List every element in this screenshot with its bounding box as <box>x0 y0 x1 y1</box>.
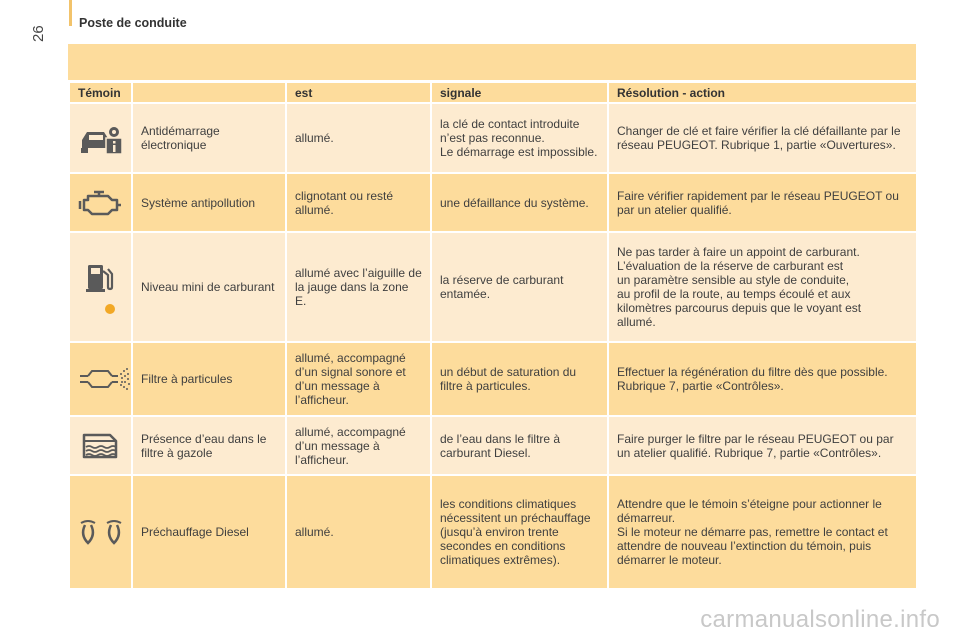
warning-action: Effectuer la régénération du filtre dès que possible. Rubrique 7, partie «Contrôles». <box>609 343 916 415</box>
table-row <box>70 233 916 341</box>
header-signale: signale <box>432 83 607 102</box>
immobiliser-icon <box>78 120 124 156</box>
warning-action: Faire purger le filtre par le réseau PEUGEOT ou par un atelier qualifié. Rubrique 7, partie «Contrôles». <box>609 417 916 474</box>
table-row <box>70 174 916 231</box>
header-est: est <box>287 83 430 102</box>
icon-cell <box>70 233 131 341</box>
warning-meaning: une défaillance du système. <box>432 174 607 231</box>
warning-meaning: la clé de contact introduite n’est pas reconnue. Le démarrage est impossible. <box>432 104 607 172</box>
warning-action: Ne pas tarder à faire un appoint de carburant. L’évaluation de la réserve de carburant est un paramètre sensible au style de conduite, au profil de la route, au temps écoulé et aux kilomètres parcourus depuis que le voyant est allumé. <box>609 233 916 341</box>
icon-cell <box>70 476 131 588</box>
table-row <box>70 476 916 588</box>
icon-cell <box>70 343 131 415</box>
watermark-text: carmanualsonline.info <box>700 606 940 633</box>
warning-meaning: de l’eau dans le filtre à carburant Diesel. <box>432 417 607 474</box>
warning-name: Niveau mini de carburant <box>133 233 285 341</box>
warning-action: Attendre que le témoin s’éteigne pour actionner le démarreur. Si le moteur ne démarre pas, remettre le contact et attendre de nouveau l’extinction du témoin, puis démarrer le moteur. <box>609 476 916 588</box>
icon-cell <box>70 104 131 172</box>
header-name <box>133 83 285 102</box>
warning-name: Antidémarrage électronique <box>133 104 285 172</box>
warning-meaning: les conditions climatiques nécessitent un préchauffage (jusqu’à environ trente secondes en conditions climatiques extrêmes). <box>432 476 607 588</box>
warning-name: Préchauffage Diesel <box>133 476 285 588</box>
side-accent-bar <box>69 0 72 26</box>
page-number: 26 <box>30 25 47 42</box>
header-temoin: Témoin <box>70 83 131 102</box>
fuel-pump-icon <box>78 257 124 317</box>
warning-state: allumé, accompagné d’un message à l’afficheur. <box>287 417 430 474</box>
table-header-row <box>70 83 916 102</box>
warning-action: Changer de clé et faire vérifier la clé défaillante par le réseau PEUGEOT. Rubrique 1, partie «Ouvertures». <box>609 104 916 172</box>
warning-state: allumé. <box>287 476 430 588</box>
warning-meaning: la réserve de carburant entamée. <box>432 233 607 341</box>
glow-plug-icon <box>78 517 124 547</box>
particle-filter-icon <box>78 364 132 394</box>
warning-state: allumé avec l’aiguille de la jauge dans la zone E. <box>287 233 430 341</box>
table-row <box>70 104 916 172</box>
warning-state: clignotant ou resté allumé. <box>287 174 430 231</box>
warning-name: Système antipollution <box>133 174 285 231</box>
engine-check-icon <box>78 186 124 220</box>
warning-lights-table <box>68 81 918 590</box>
warning-action: Faire vérifier rapidement par le réseau PEUGEOT ou par un atelier qualifié. <box>609 174 916 231</box>
icon-cell <box>70 417 131 474</box>
warning-name: Présence d’eau dans le filtre à gazole <box>133 417 285 474</box>
warning-state: allumé. <box>287 104 430 172</box>
icon-cell <box>70 174 131 231</box>
table-top-band <box>68 44 916 80</box>
warning-meaning: un début de saturation du filtre à particules. <box>432 343 607 415</box>
warning-state: allumé, accompagné d’un signal sonore et d’un message à l’afficheur. <box>287 343 430 415</box>
section-title: Poste de conduite <box>79 16 187 30</box>
table-row <box>70 417 916 474</box>
warning-name: Filtre à particules <box>133 343 285 415</box>
header-resolution: Résolution - action <box>609 83 916 102</box>
table-row <box>70 343 916 415</box>
water-in-diesel-icon <box>78 429 124 463</box>
